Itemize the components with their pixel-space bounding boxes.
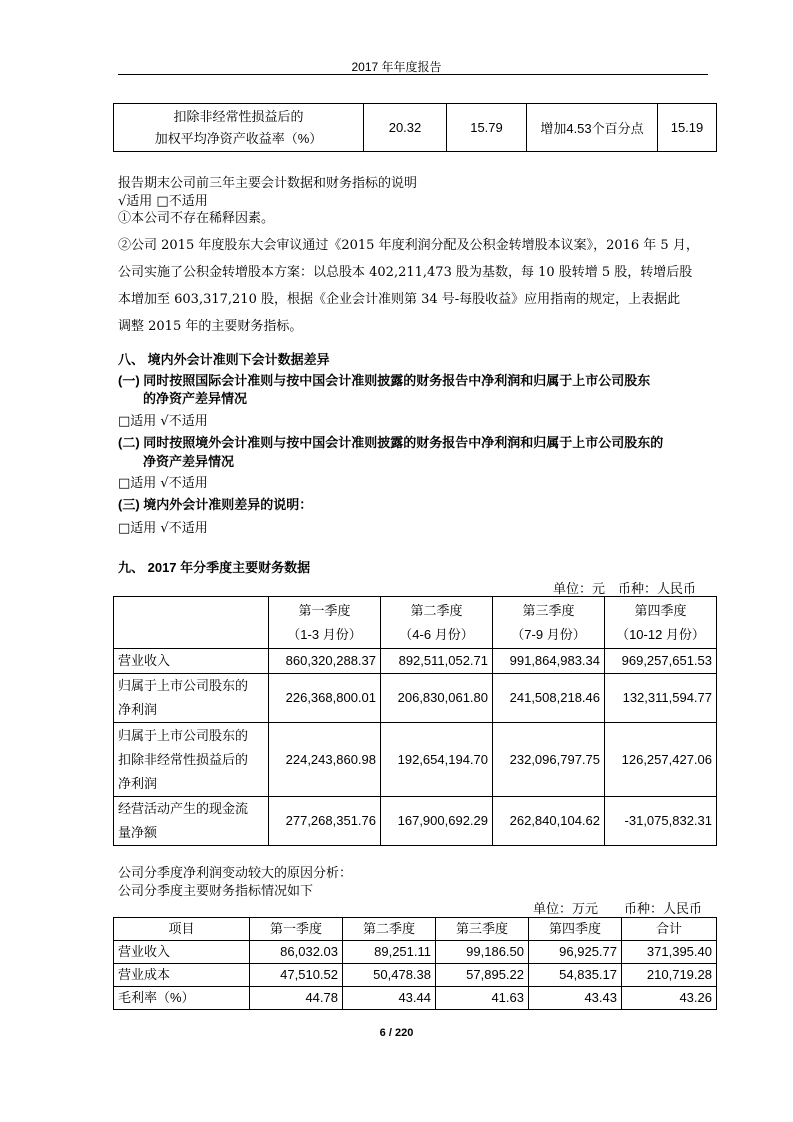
summary-table: [113, 917, 717, 1010]
roe-2015: 15.19: [658, 104, 717, 152]
section8-sub1-applicable: □适用 √不适用: [118, 414, 208, 429]
section9-title: 九、 2017 年分季度主要财务数据: [118, 560, 311, 575]
header-rule: [118, 74, 708, 75]
note-2-line1: ②公司 2015 年度股东大会审议通过《2015 年度利润分配及公积金转增股本议案》，2016 年 5 月，: [118, 238, 699, 253]
table-header-row: [114, 918, 717, 941]
table-row: [114, 723, 717, 797]
section8-sub2-applicable: □适用 √不适用: [118, 476, 208, 491]
note-2-line2: 公司实施了公积金转增股本方案：以总股本 402,211,473 股为基数，每 10 股转增 5 股，转增后股: [118, 265, 693, 280]
header-q4: 第四季度: [529, 918, 622, 941]
page-header-title: 2017 年年度报告: [351, 60, 442, 74]
cell: 192,654,194.70: [381, 723, 493, 797]
table-row: [114, 987, 717, 1010]
cell: 54,835.17: [529, 964, 622, 987]
cell: 371,395.40: [622, 941, 717, 964]
cell: 262,840,104.62: [493, 797, 605, 846]
cell: 241,508,218.46: [493, 674, 605, 723]
cell: 43.26: [622, 987, 717, 1010]
header-q3: 第三季度 （7-9 月份）: [493, 597, 605, 649]
section8-sub3: (三) 境内外会计准则差异的说明：: [118, 497, 313, 512]
roe-label-line1: 扣除非经常性损益后的: [173, 108, 304, 124]
page-number: 6 / 220: [379, 1027, 414, 1039]
roe-table: [113, 103, 717, 152]
cell: 167,900,692.29: [381, 797, 493, 846]
cell: 99,186.50: [436, 941, 529, 964]
table-row: [114, 797, 717, 846]
cell: 210,719.28: [622, 964, 717, 987]
table-row: [114, 941, 717, 964]
cell: 132,311,594.77: [605, 674, 717, 723]
cell: 206,830,061.80: [381, 674, 493, 723]
note-2-line3: 本增加至 603,317,210 股，根据《企业会计准则第 34 号-每股收益》应用指南的规定，上表据此: [118, 292, 681, 307]
section8-title: 八、 境内外会计准则下会计数据差异: [118, 352, 330, 367]
cell: 57,895.22: [436, 964, 529, 987]
cell: 969,257,651.53: [605, 649, 717, 674]
note-1: ①本公司不存在稀释因素。: [118, 211, 275, 226]
table-row: [114, 674, 717, 723]
cell: 86,032.03: [250, 941, 343, 964]
roe-change: 增加4.53个百分点: [527, 104, 658, 152]
header-q1: 第一季度: [250, 918, 343, 941]
note-2-line4: 调整 2015 年的主要财务指标。: [118, 319, 303, 334]
notes-title: 报告期末公司前三年主要会计数据和财务指标的说明: [118, 176, 418, 191]
row-label: 经营活动产生的现金流 量净额: [114, 797, 269, 846]
table-row: [114, 649, 717, 674]
cell: 224,243,860.98: [269, 723, 381, 797]
roe-label: [114, 104, 364, 152]
row-label: 归属于上市公司股东的 扣除非经常性损益后的 净利润: [114, 723, 269, 797]
cell: 860,320,288.37: [269, 649, 381, 674]
cell: 277,268,351.76: [269, 797, 381, 846]
cell: 43.43: [529, 987, 622, 1010]
table-row: [114, 964, 717, 987]
cell: 126,257,427.06: [605, 723, 717, 797]
cell: 44.78: [250, 987, 343, 1010]
section8-sub2-line2: 净资产差异情况: [143, 454, 235, 469]
cell: -31,075,832.31: [605, 797, 717, 846]
cell: 50,478.38: [343, 964, 436, 987]
analysis-line2: 公司分季度主要财务指标情况如下: [118, 884, 314, 899]
analysis-line1: 公司分季度净利润变动较大的原因分析：: [118, 866, 353, 881]
cell: 892,511,052.71: [381, 649, 493, 674]
roe-label-line2: 加权平均净资产收益率（%）: [154, 130, 323, 146]
roe-2017: 20.32: [364, 104, 447, 152]
row-label: 营业收入: [114, 941, 250, 964]
cell: 89,251.11: [343, 941, 436, 964]
cell: 991,864,983.34: [493, 649, 605, 674]
table-row: [114, 104, 717, 152]
section8-sub2-line1: (二) 同时按照境外会计准则与按中国会计准则披露的财务报告中净利润和归属于上市公司股东的: [118, 435, 664, 450]
section8-sub1-line1: (一) 同时按照国际会计准则与按中国会计准则披露的财务报告中净利润和归属于上市公司股东: [118, 373, 651, 388]
cell: 232,096,797.75: [493, 723, 605, 797]
cell: 41.63: [436, 987, 529, 1010]
header-q2: 第二季度: [343, 918, 436, 941]
header-q3: 第三季度: [436, 918, 529, 941]
section9-unit: 单位：元 币种：人民币: [553, 582, 697, 597]
cell: 226,368,800.01: [269, 674, 381, 723]
row-label: 归属于上市公司股东的 净利润: [114, 674, 269, 723]
header-q1: 第一季度 （1-3 月份）: [269, 597, 381, 649]
section8-sub1-line2: 的净资产差异情况: [143, 391, 248, 406]
cell: 47,510.52: [250, 964, 343, 987]
row-label: 毛利率（%）: [114, 987, 250, 1010]
section8-sub3-applicable: □适用 √不适用: [118, 521, 208, 536]
cell: 96,925.77: [529, 941, 622, 964]
notes-applicable: √适用 □不适用: [118, 194, 208, 209]
roe-2016: 15.79: [447, 104, 527, 152]
header-q2: 第二季度 （4-6 月份）: [381, 597, 493, 649]
quarterly-table: [113, 596, 717, 846]
analysis-unit: 单位：万元 币种：人民币: [533, 902, 703, 917]
header-total: 合计: [622, 918, 717, 941]
cell: 43.44: [343, 987, 436, 1010]
row-label: 营业成本: [114, 964, 250, 987]
header-blank: [114, 597, 269, 649]
header-item: 项目: [114, 918, 250, 941]
table-header-row: [114, 597, 717, 649]
header-q4: 第四季度 （10-12 月份）: [605, 597, 717, 649]
row-label: 营业收入: [114, 649, 269, 674]
